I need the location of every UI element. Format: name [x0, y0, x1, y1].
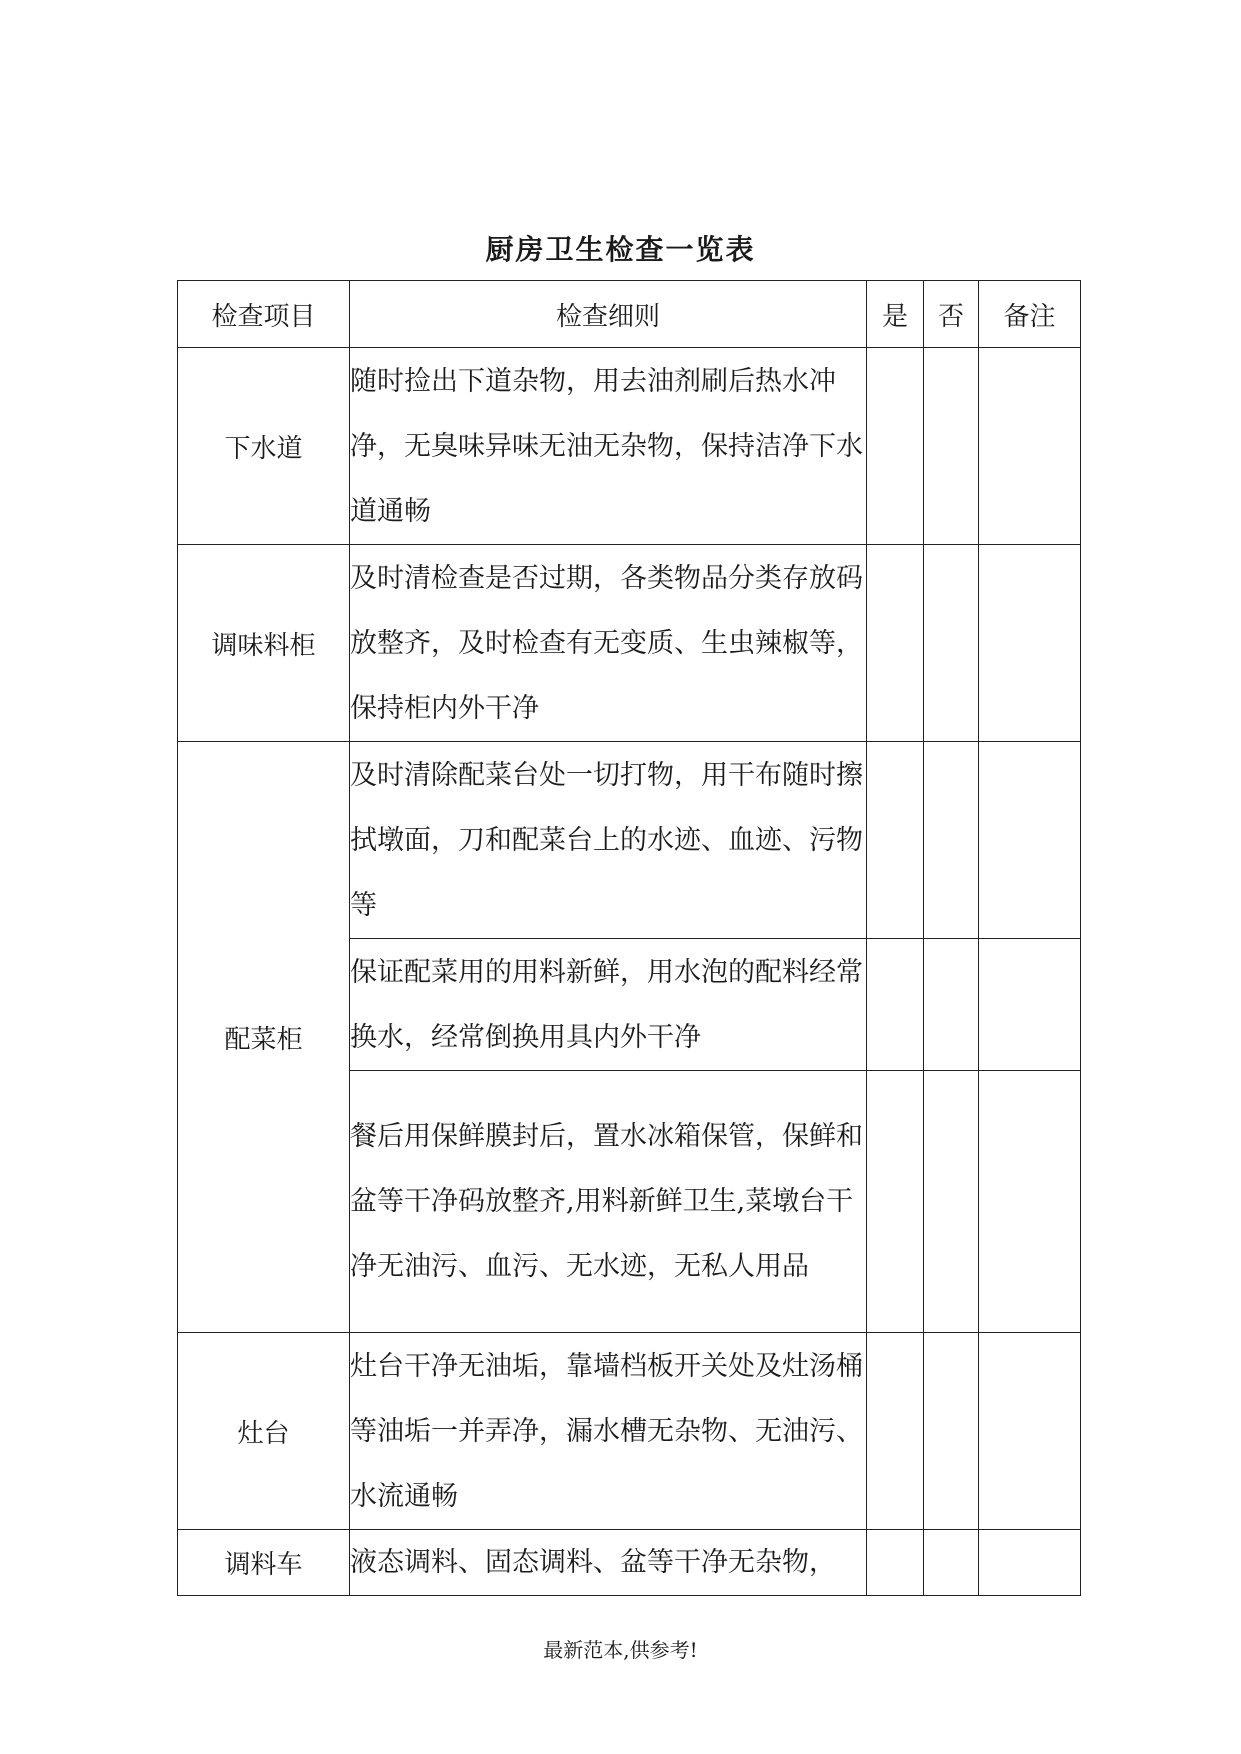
no-cell[interactable]: [924, 545, 979, 742]
footer-note: 最新范本,供参考!: [543, 1638, 698, 1662]
detail-cell: 液态调料、固态调料、盆等干净无杂物，: [350, 1530, 867, 1596]
no-cell[interactable]: [924, 742, 979, 939]
yes-cell[interactable]: [867, 1530, 924, 1596]
table-header-row: [178, 281, 1081, 348]
item-cell: 灶台: [178, 1333, 350, 1530]
detail-cell: 随时捡出下道杂物，用去油剂刷后热水冲净，无臭味异味无油无杂物，保持洁净下水道通畅: [350, 348, 867, 545]
yes-cell[interactable]: [867, 1333, 924, 1530]
item-cell: 调料车: [178, 1530, 350, 1596]
table-row: [178, 742, 1081, 939]
no-cell[interactable]: [924, 1530, 979, 1596]
yes-cell[interactable]: [867, 939, 924, 1071]
remark-cell[interactable]: [979, 348, 1081, 545]
header-no: 否: [924, 281, 979, 348]
inspection-table: [177, 280, 1081, 1596]
table-row: [178, 545, 1081, 742]
header-detail: 检查细则: [350, 281, 867, 348]
item-cell: 调味料柜: [178, 545, 350, 742]
header-remark: 备注: [979, 281, 1081, 348]
detail-cell: 及时清除配菜台处一切打物，用干布随时擦拭墩面，刀和配菜台上的水迹、血迹、污物等: [350, 742, 867, 939]
remark-cell[interactable]: [979, 1333, 1081, 1530]
detail-cell: 餐后用保鲜膜封后，置水冰箱保管，保鲜和盆等干净码放整齐,用料新鲜卫生,菜墩台干净无油污、血污、无水迹，无私人用品: [350, 1071, 867, 1333]
detail-cell: 及时清检查是否过期，各类物品分类存放码放整齐，及时检查有无变质、生虫辣椒等，保持柜内外干净: [350, 545, 867, 742]
page-title: 厨房卫生检查一览表: [485, 233, 756, 266]
table-row: [178, 1530, 1081, 1596]
header-yes: 是: [867, 281, 924, 348]
remark-cell[interactable]: [979, 939, 1081, 1071]
table-row: [178, 1333, 1081, 1530]
yes-cell[interactable]: [867, 545, 924, 742]
table-row: [178, 348, 1081, 545]
remark-cell[interactable]: [979, 1530, 1081, 1596]
no-cell[interactable]: [924, 939, 979, 1071]
header-item: 检查项目: [178, 281, 350, 348]
remark-cell[interactable]: [979, 545, 1081, 742]
remark-cell[interactable]: [979, 742, 1081, 939]
no-cell[interactable]: [924, 1071, 979, 1333]
detail-cell: 灶台干净无油垢，靠墙档板开关处及灶汤桶等油垢一并弄净，漏水槽无杂物、无油污、水流通畅: [350, 1333, 867, 1530]
no-cell[interactable]: [924, 348, 979, 545]
no-cell[interactable]: [924, 1333, 979, 1530]
remark-cell[interactable]: [979, 1071, 1081, 1333]
item-cell: 下水道: [178, 348, 350, 545]
yes-cell[interactable]: [867, 1071, 924, 1333]
item-cell: 配菜柜: [178, 742, 350, 1333]
yes-cell[interactable]: [867, 348, 924, 545]
yes-cell[interactable]: [867, 742, 924, 939]
detail-cell: 保证配菜用的用料新鲜，用水泡的配料经常换水，经常倒换用具内外干净: [350, 939, 867, 1071]
